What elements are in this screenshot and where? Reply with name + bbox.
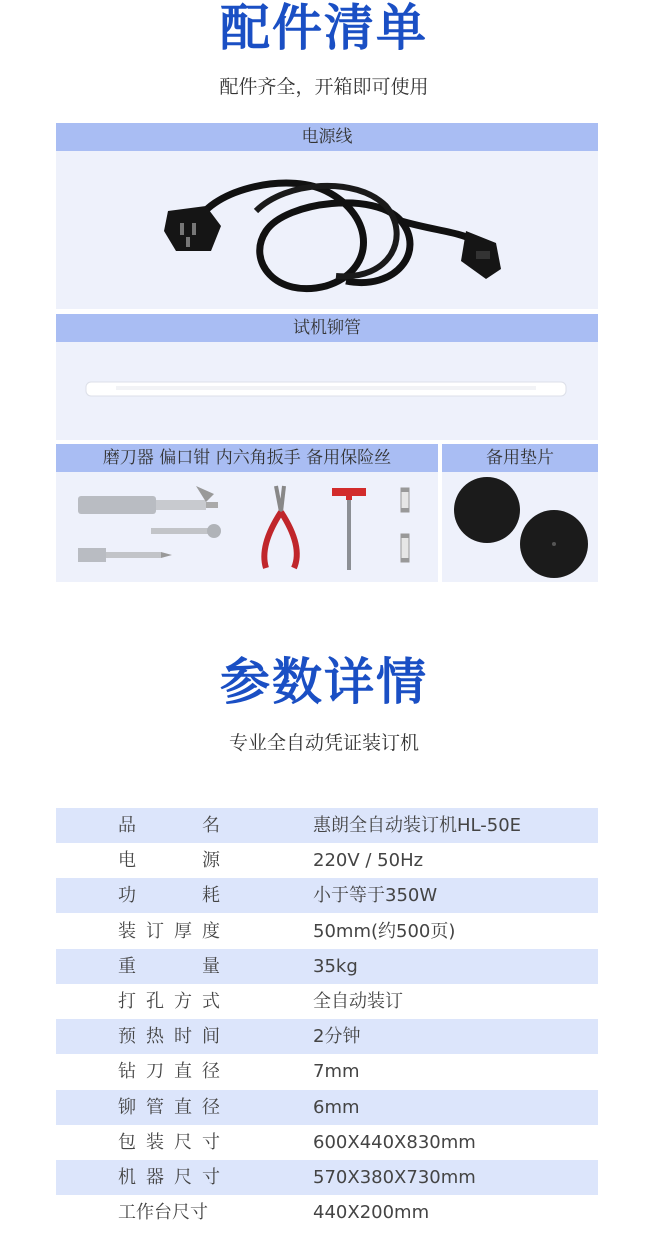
- spec-value: 440X200mm: [313, 1202, 430, 1224]
- spec-value: 570X380X730mm: [313, 1167, 476, 1188]
- rivet-tube-label: 试机铆管: [56, 314, 598, 342]
- spec-label: 工作台尺寸: [118, 1202, 208, 1224]
- accessories-title: 配件清单: [220, 0, 428, 57]
- spec-value: 惠朗全自动装订机HL-50E: [313, 815, 522, 836]
- spec-label: 铆 管 直 径: [118, 1096, 220, 1118]
- spec-row: [56, 984, 598, 1019]
- spec-value: 全自动装订: [313, 991, 403, 1012]
- spec-value: 50mm(约500页): [313, 920, 456, 942]
- spec-label: 功 耗: [118, 885, 220, 907]
- rivet-tube-image: [56, 342, 598, 440]
- spec-label: 包 装 尺 寸: [118, 1131, 220, 1153]
- spec-row: [56, 914, 598, 949]
- spec-value: 220V / 50Hz: [313, 850, 424, 872]
- tools-label: 磨刀器 偏口钳 内六角扳手 备用保险丝: [56, 444, 438, 472]
- spec-label: 打 孔 方 式: [118, 991, 220, 1012]
- spec-row: [56, 1195, 598, 1230]
- spec-label: 电 源: [118, 850, 220, 872]
- spec-row: [56, 1019, 598, 1054]
- spec-row: [56, 843, 598, 878]
- spec-label: 品 名: [118, 815, 220, 836]
- power-cord-label: 电源线: [56, 123, 598, 151]
- spec-label: 装 订 厚 度: [118, 920, 220, 942]
- spec-value: 6mm: [313, 1096, 360, 1118]
- spec-row: [56, 878, 598, 913]
- spec-value: 600X440X830mm: [313, 1131, 476, 1153]
- tools-panel: [56, 444, 438, 582]
- spec-label: 机 器 尺 寸: [118, 1167, 220, 1188]
- accessories-subtitle: 配件齐全，开箱即可使用: [219, 76, 429, 98]
- specs-subtitle: 专业全自动凭证装订机: [228, 732, 419, 754]
- spec-row: [56, 808, 598, 843]
- spec-row: [56, 1160, 598, 1195]
- spec-label: 预 热 时 间: [118, 1026, 220, 1048]
- pads-label: 备用垫片: [442, 444, 598, 472]
- spec-value: 7mm: [313, 1061, 360, 1083]
- power-cord-image: [56, 151, 598, 309]
- specs-title: 参数详情: [220, 653, 428, 711]
- pads-image: [442, 472, 598, 582]
- spec-value: 35kg: [313, 955, 358, 977]
- spec-row: [56, 1090, 598, 1125]
- spec-label: 钻 刀 直 径: [118, 1061, 220, 1083]
- spec-row: [56, 949, 598, 984]
- spec-value: 小于等于350W: [313, 885, 438, 907]
- spec-row: [56, 1054, 598, 1089]
- spec-value: 2分钟: [313, 1026, 361, 1048]
- spec-label: 重 量: [118, 955, 220, 977]
- rivet-tube-panel: [56, 314, 598, 440]
- spec-row: [56, 1125, 598, 1160]
- tools-image: [56, 472, 438, 582]
- power-cord-panel: [56, 123, 598, 309]
- pads-panel: [442, 444, 598, 582]
